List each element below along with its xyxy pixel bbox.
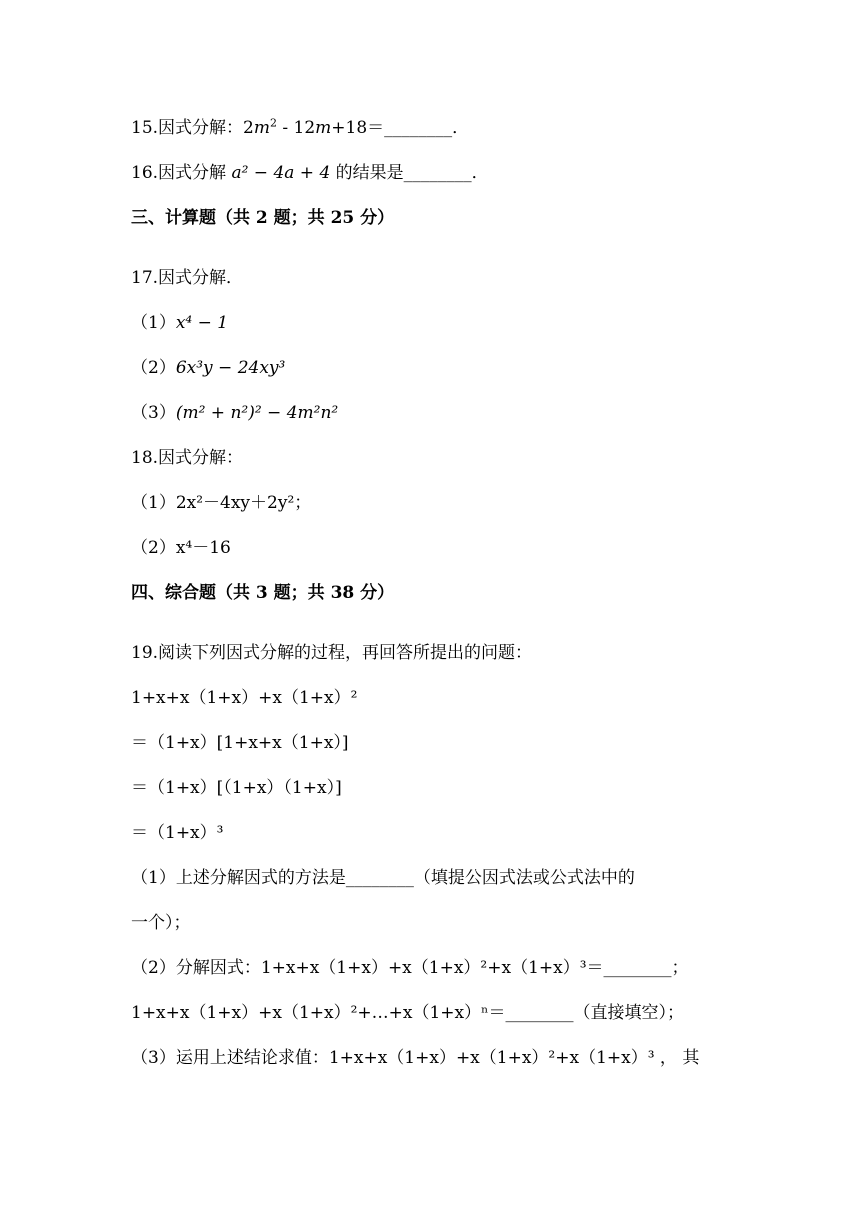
math-expression: (m² + n²)² − 4m²n² [175, 403, 339, 423]
question-17: 17.因式分解． [131, 268, 244, 288]
question-19-part-3: （3）运用上述结论求值：1+x+x（1+x）+x（1+x）²+x（1+x）³ ， 其 [131, 1048, 700, 1068]
question-19: 19.阅读下列因式分解的过程，再回答所提出的问题： [131, 643, 533, 663]
question-18-part-1: （1）2x²－4xy＋2y²； [131, 493, 312, 513]
math-expression: a² − 4a + 4 [231, 163, 331, 183]
derivation-line-3: ＝（1+x）[（1+x）（1+x）] [131, 778, 342, 798]
math-expression: x⁴ − 1 [175, 313, 229, 333]
question-16: 16.因式分解 a² − 4a + 4 的结果是________． [131, 163, 489, 183]
question-18: 18.因式分解： [131, 448, 244, 468]
question-19-part-1: （1）上述分解因式的方法是________（填提公因式法或公式法中的 [131, 868, 635, 888]
question-19-part-1-cont: 一个）； [131, 913, 191, 933]
math-expression: 6x³y − 24xy³ [175, 358, 286, 378]
section-heading-4: 四、综合题（共 3 题；共 38 分） [131, 583, 395, 603]
question-17-part-2: （2）6x³y − 24xy³ [131, 358, 286, 378]
question-17-part-3: （3）(m² + n²)² − 4m²n² [131, 403, 339, 423]
question-18-part-2: （2）x⁴－16 [131, 538, 231, 558]
question-17-part-1: （1）x⁴ − 1 [131, 313, 229, 333]
derivation-line-1: 1+x+x（1+x）+x（1+x）² [131, 688, 358, 708]
question-19-part-2-general: 1+x+x（1+x）+x（1+x）²+…+x（1+x）ⁿ＝________（直接填空）； [131, 1003, 684, 1023]
derivation-line-2: ＝（1+x）[1+x+x（1+x）] [131, 733, 349, 753]
question-19-part-2: （2）分解因式：1+x+x（1+x）+x（1+x）²+x（1+x）³＝________； [131, 958, 689, 978]
derivation-line-4: ＝（1+x）³ [131, 823, 224, 843]
section-heading-3: 三、计算题（共 2 题；共 25 分） [131, 208, 395, 228]
question-15: 15.因式分解：$2m^2$ - 12m+18＝________． [131, 116, 470, 138]
